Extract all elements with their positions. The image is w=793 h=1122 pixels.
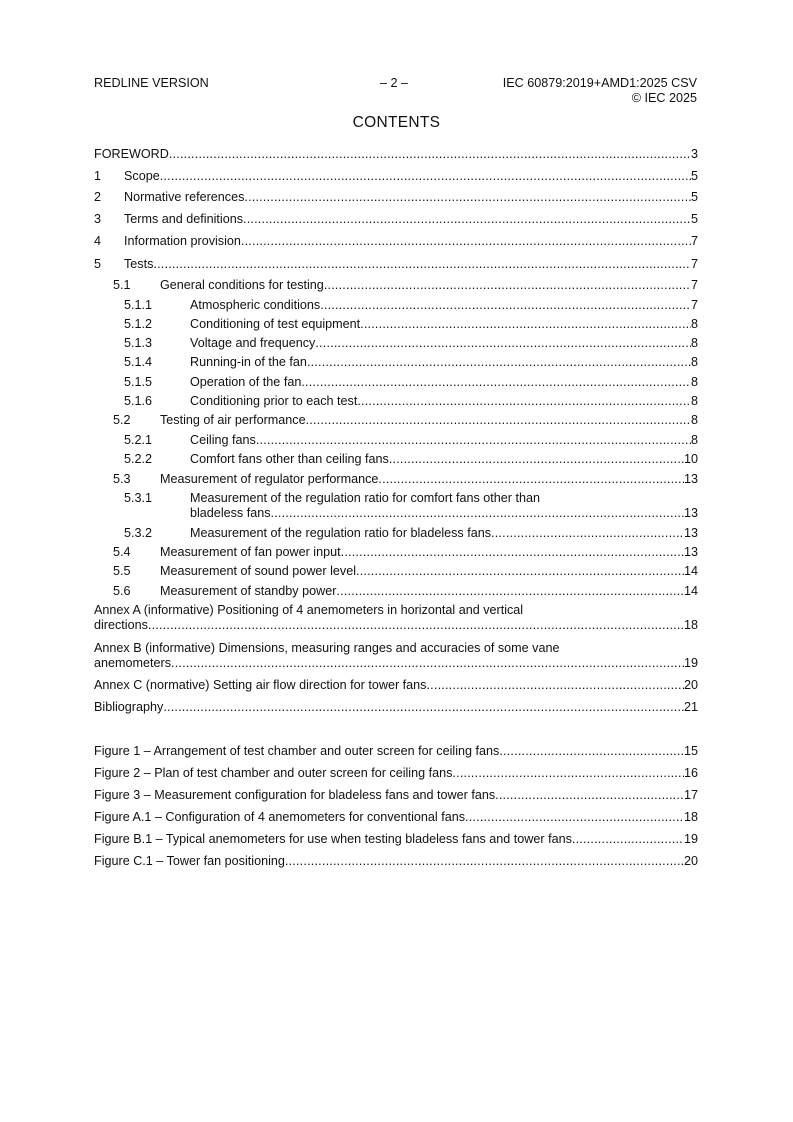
toc-entry-page: 3 <box>690 147 698 161</box>
toc-entry-annex-b-line1[interactable] <box>94 641 698 656</box>
figure-entry-title: Figure 1 – Arrangement of test chamber and outer screen for ceiling fans <box>94 744 500 758</box>
toc-entry-number: 5.1.4 <box>124 355 153 369</box>
toc-entry-5-1-6[interactable] <box>94 394 698 409</box>
toc-entry-title: Normative references <box>124 190 245 204</box>
toc-leader-dots <box>389 452 684 467</box>
toc-leader-dots <box>163 700 684 715</box>
toc-entry-page: 5 <box>690 190 698 204</box>
toc-entry-title: Terms and definitions <box>124 212 244 226</box>
figure-entry-title: Figure 2 – Plan of test chamber and outer screen for ceiling fans <box>94 766 453 780</box>
toc-entry-page: 13 <box>683 472 698 486</box>
toc-entry-5-2-1[interactable] <box>94 433 698 448</box>
toc-entry-5-1-4[interactable] <box>94 355 698 370</box>
toc-entry-number: 5.1.2 <box>124 317 153 331</box>
toc-entry-number: 5.3 <box>113 472 131 486</box>
figure-entry-a1[interactable] <box>94 810 698 825</box>
header-standard-number: IEC 60879:2019+AMD1:2025 CSV <box>502 76 697 90</box>
figure-entry-page: 19 <box>683 832 698 846</box>
toc-entry-page: 8 <box>690 394 698 408</box>
toc-entry-5-4[interactable] <box>94 545 698 560</box>
toc-entry-title: Voltage and frequency <box>190 336 316 350</box>
figure-entry-title: Figure C.1 – Tower fan positioning <box>94 854 285 868</box>
toc-leader-dots <box>244 190 691 205</box>
toc-entry-5-3-2[interactable] <box>94 526 698 541</box>
toc-entry-page: 8 <box>690 317 698 331</box>
toc-entry-title-continued: bladeless fans <box>190 506 271 520</box>
toc-leader-dots <box>360 317 691 332</box>
toc-leader-dots <box>169 147 691 162</box>
toc-entry-page: 21 <box>683 700 698 714</box>
toc-entry-5-1-5[interactable] <box>94 375 698 390</box>
toc-entry-title: Annex A (informative) Positioning of 4 anemometers in horizontal and vertical <box>94 603 524 617</box>
toc-leader-dots <box>499 744 684 759</box>
toc-entry-number: 5.3.2 <box>124 526 153 540</box>
toc-entry-number: 5.2.1 <box>124 433 153 447</box>
toc-entry-title: Running-in of the fan <box>190 355 307 369</box>
toc-entry-page: 8 <box>690 375 698 389</box>
figure-entry-page: 18 <box>683 810 698 824</box>
toc-entry-5-1-3[interactable] <box>94 336 698 351</box>
toc-entry-annex-b-line2[interactable] <box>94 656 698 671</box>
toc-leader-dots <box>495 788 684 803</box>
toc-entry-page: 13 <box>683 526 698 540</box>
toc-entry-title-continued: anemometers <box>94 656 171 670</box>
toc-leader-dots <box>256 433 691 448</box>
toc-entry-title: Atmospheric conditions <box>190 298 321 312</box>
toc-entry-5-2[interactable] <box>94 413 698 428</box>
toc-entry-page: 8 <box>690 413 698 427</box>
toc-entry-number: 5.1 <box>113 278 131 292</box>
toc-entry-5-3[interactable] <box>94 472 698 487</box>
toc-leader-dots <box>452 766 684 781</box>
toc-entry-terms-definitions[interactable] <box>94 212 698 227</box>
toc-entry-title: Annex B (informative) Dimensions, measuring ranges and accuracies of some vane <box>94 641 560 655</box>
toc-entry-title: Ceiling fans <box>190 433 256 447</box>
toc-entry-number: 5.1.1 <box>124 298 153 312</box>
toc-entry-normative-references[interactable] <box>94 190 698 205</box>
toc-leader-dots <box>171 656 684 671</box>
toc-entry-page: 8 <box>690 355 698 369</box>
toc-entry-page: 13 <box>683 545 698 559</box>
toc-leader-dots <box>324 278 691 293</box>
toc-entry-bibliography[interactable] <box>94 700 698 715</box>
toc-entry-number: 5.3.1 <box>124 491 153 505</box>
toc-entry-page: 5 <box>690 212 698 226</box>
figure-entry-title: Figure 3 – Measurement configuration for bladeless fans and tower fans <box>94 788 496 802</box>
toc-leader-dots <box>301 375 691 390</box>
toc-entry-title: Measurement of the regulation ratio for bladeless fans <box>190 526 492 540</box>
toc-leader-dots <box>426 678 684 693</box>
toc-entry-page: 8 <box>690 336 698 350</box>
toc-entry-page: 20 <box>683 678 698 692</box>
figure-entry-2[interactable] <box>94 766 698 781</box>
toc-entry-foreword[interactable] <box>94 147 698 162</box>
figure-entry-page: 16 <box>683 766 698 780</box>
toc-entry-5-1-2[interactable] <box>94 317 698 332</box>
toc-entry-title-continued: directions <box>94 618 148 632</box>
toc-entry-title: FOREWORD <box>94 147 169 161</box>
toc-entry-page: 8 <box>690 433 698 447</box>
toc-entry-title: Bibliography <box>94 700 164 714</box>
toc-entry-title: Tests <box>124 257 154 271</box>
toc-entry-title: Annex C (normative) Setting air flow direction for tower fans <box>94 678 427 692</box>
toc-entry-number: 5.4 <box>113 545 131 559</box>
figure-entry-b1[interactable] <box>94 832 698 847</box>
figure-entry-title: Figure B.1 – Typical anemometers for use when testing bladeless fans and tower fans <box>94 832 572 846</box>
toc-leader-dots <box>148 618 684 633</box>
toc-leader-dots <box>153 257 691 272</box>
toc-entry-page: 7 <box>690 234 698 248</box>
toc-leader-dots <box>491 526 684 541</box>
figure-entry-page: 20 <box>683 854 698 868</box>
header-page-number: – 2 – <box>380 76 409 90</box>
toc-entry-page: 7 <box>690 278 698 292</box>
toc-leader-dots <box>357 394 691 409</box>
toc-entry-number: 5.1.3 <box>124 336 153 350</box>
toc-entry-page: 7 <box>690 298 698 312</box>
toc-entry-annex-c[interactable] <box>94 678 698 693</box>
toc-leader-dots <box>336 584 684 599</box>
figure-entry-page: 15 <box>683 744 698 758</box>
figure-entry-page: 17 <box>683 788 698 802</box>
toc-entry-title: Conditioning of test equipment <box>190 317 361 331</box>
toc-entry-page: 14 <box>683 564 698 578</box>
toc-entry-number: 5.1.5 <box>124 375 153 389</box>
toc-entry-page: 10 <box>683 452 698 466</box>
toc-entry-number: 5.2.2 <box>124 452 153 466</box>
toc-entry-page: 5 <box>690 169 698 183</box>
toc-entry-title: Measurement of standby power <box>160 584 337 598</box>
toc-entry-5-1[interactable] <box>94 278 698 293</box>
toc-entry-5-3-1-line1[interactable] <box>94 491 698 506</box>
toc-entry-title: Comfort fans other than ceiling fans <box>190 452 389 466</box>
toc-entry-5-6[interactable] <box>94 584 698 599</box>
toc-entry-number: 5 <box>94 257 102 271</box>
toc-leader-dots <box>356 564 684 579</box>
toc-entry-number: 4 <box>94 234 102 248</box>
toc-entry-number: 1 <box>94 169 102 183</box>
header-standard-id <box>503 76 697 106</box>
toc-entry-title: Measurement of the regulation ratio for comfort fans other than <box>190 491 541 505</box>
toc-leader-dots <box>341 545 684 560</box>
toc-entry-title: Measurement of fan power input <box>160 545 341 559</box>
toc-entry-number: 5.1.6 <box>124 394 153 408</box>
toc-entry-tests[interactable] <box>94 257 698 272</box>
toc-leader-dots <box>378 472 684 487</box>
header-copyright: © IEC 2025 <box>631 91 697 105</box>
toc-leader-dots <box>243 212 691 227</box>
toc-entry-page: 14 <box>683 584 698 598</box>
toc-entry-5-5[interactable] <box>94 564 698 579</box>
toc-entry-5-3-1-line2[interactable] <box>190 506 698 521</box>
toc-leader-dots <box>307 355 691 370</box>
contents-title: CONTENTS <box>352 114 441 131</box>
header-version-label: REDLINE VERSION <box>94 76 209 90</box>
toc-entry-title: Information provision <box>124 234 241 248</box>
toc-entry-page: 18 <box>683 618 698 632</box>
toc-leader-dots <box>271 506 684 521</box>
toc-entry-number: 2 <box>94 190 102 204</box>
figure-entry-1[interactable] <box>94 744 698 759</box>
figure-entry-c1[interactable] <box>94 854 698 869</box>
toc-leader-dots <box>320 298 691 313</box>
toc-entry-title: Measurement of sound power level <box>160 564 357 578</box>
toc-entry-title: Measurement of regulator performance <box>160 472 379 486</box>
toc-entry-5-2-2[interactable] <box>94 452 698 467</box>
toc-entry-5-1-1[interactable] <box>94 298 698 313</box>
toc-entry-title: Conditioning prior to each test <box>190 394 358 408</box>
toc-entry-annex-a-line1[interactable] <box>94 603 698 618</box>
toc-entry-page: 19 <box>683 656 698 670</box>
toc-leader-dots <box>285 854 684 869</box>
toc-entry-number: 3 <box>94 212 102 226</box>
toc-entry-title: General conditions for testing <box>160 278 324 292</box>
toc-entry-title: Operation of the fan <box>190 375 302 389</box>
toc-leader-dots <box>160 169 691 184</box>
toc-entry-page: 13 <box>683 506 698 520</box>
figure-entry-title: Figure A.1 – Configuration of 4 anemometers for conventional fans <box>94 810 466 824</box>
toc-leader-dots <box>306 413 691 428</box>
toc-entry-title: Scope <box>124 169 160 183</box>
toc-entry-annex-a-line2[interactable] <box>94 618 698 633</box>
toc-entry-scope[interactable] <box>94 169 698 184</box>
toc-entry-information-provision[interactable] <box>94 234 698 249</box>
toc-entry-number: 5.5 <box>113 564 131 578</box>
toc-entry-page: 7 <box>690 257 698 271</box>
figure-entry-3[interactable] <box>94 788 698 803</box>
toc-leader-dots <box>241 234 691 249</box>
toc-leader-dots <box>315 336 691 351</box>
toc-entry-number: 5.2 <box>113 413 131 427</box>
toc-leader-dots <box>572 832 684 847</box>
toc-leader-dots <box>465 810 684 825</box>
toc-entry-title: Testing of air performance <box>160 413 306 427</box>
toc-entry-number: 5.6 <box>113 584 131 598</box>
